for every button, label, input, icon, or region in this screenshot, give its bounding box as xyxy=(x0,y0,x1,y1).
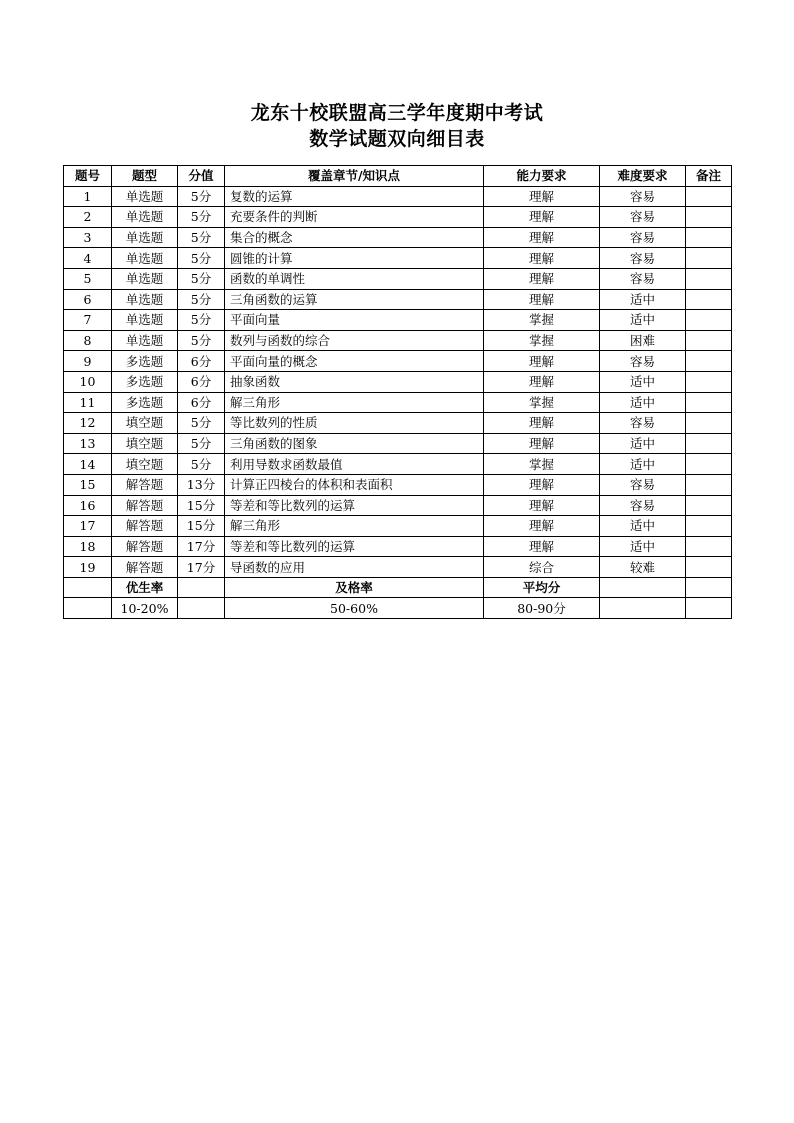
table-row xyxy=(64,392,732,413)
ability-cell: 理解 xyxy=(484,186,600,207)
question-number-cell: 8 xyxy=(64,330,112,351)
question-number-cell: 2 xyxy=(64,207,112,228)
topic-cell: 三角函数的图象 xyxy=(225,433,484,454)
table-row xyxy=(64,248,732,269)
ability-cell: 理解 xyxy=(484,433,600,454)
average-score-label: 平均分 xyxy=(484,577,600,598)
topic-cell: 解三角形 xyxy=(225,516,484,537)
table-body xyxy=(64,186,732,577)
difficulty-cell: 适中 xyxy=(600,371,686,392)
table-row xyxy=(64,495,732,516)
question-number-cell: 11 xyxy=(64,392,112,413)
table-header-row xyxy=(64,166,732,187)
topic-cell: 平面向量的概念 xyxy=(225,351,484,372)
difficulty-cell: 容易 xyxy=(600,474,686,495)
question-type-cell: 单选题 xyxy=(112,310,178,331)
question-number-cell: 15 xyxy=(64,474,112,495)
note-cell xyxy=(686,289,732,310)
note-cell xyxy=(686,454,732,475)
note-cell xyxy=(686,330,732,351)
score-cell: 17分 xyxy=(178,536,225,557)
topic-cell: 等差和等比数列的运算 xyxy=(225,495,484,516)
note-cell xyxy=(686,310,732,331)
summary-value-row xyxy=(64,598,732,619)
topic-cell: 抽象函数 xyxy=(225,371,484,392)
note-cell xyxy=(686,371,732,392)
score-cell: 5分 xyxy=(178,186,225,207)
difficulty-cell: 容易 xyxy=(600,227,686,248)
difficulty-cell: 较难 xyxy=(600,557,686,578)
note-cell xyxy=(686,268,732,289)
question-number-cell: 7 xyxy=(64,310,112,331)
question-number-cell: 1 xyxy=(64,186,112,207)
question-number-cell: 5 xyxy=(64,268,112,289)
difficulty-cell: 困难 xyxy=(600,330,686,351)
topic-cell: 等差和等比数列的运算 xyxy=(225,536,484,557)
question-number-cell: 14 xyxy=(64,454,112,475)
difficulty-cell: 容易 xyxy=(600,413,686,434)
score-cell: 6分 xyxy=(178,371,225,392)
score-cell: 5分 xyxy=(178,330,225,351)
question-type-cell: 多选题 xyxy=(112,392,178,413)
table-row xyxy=(64,433,732,454)
note-cell xyxy=(686,536,732,557)
question-type-cell: 单选题 xyxy=(112,227,178,248)
score-cell: 15分 xyxy=(178,495,225,516)
score-cell: 5分 xyxy=(178,227,225,248)
ability-cell: 理解 xyxy=(484,371,600,392)
ability-cell: 理解 xyxy=(484,268,600,289)
score-cell: 5分 xyxy=(178,289,225,310)
difficulty-cell: 适中 xyxy=(600,310,686,331)
difficulty-cell: 适中 xyxy=(600,454,686,475)
table-row xyxy=(64,330,732,351)
header-cell: 题号 xyxy=(64,166,112,187)
question-number-cell: 6 xyxy=(64,289,112,310)
summary-empty-cell xyxy=(600,577,686,598)
topic-cell: 数列与函数的综合 xyxy=(225,330,484,351)
difficulty-cell: 适中 xyxy=(600,536,686,557)
note-cell xyxy=(686,516,732,537)
score-cell: 5分 xyxy=(178,433,225,454)
question-type-cell: 单选题 xyxy=(112,186,178,207)
question-number-cell: 4 xyxy=(64,248,112,269)
table-row xyxy=(64,536,732,557)
ability-cell: 掌握 xyxy=(484,330,600,351)
question-number-cell: 19 xyxy=(64,557,112,578)
difficulty-cell: 适中 xyxy=(600,392,686,413)
summary-empty-cell xyxy=(64,577,112,598)
excellent-rate-label: 优生率 xyxy=(112,577,178,598)
score-cell: 15分 xyxy=(178,516,225,537)
ability-cell: 理解 xyxy=(484,413,600,434)
ability-cell: 理解 xyxy=(484,516,600,537)
difficulty-cell: 容易 xyxy=(600,207,686,228)
question-type-cell: 多选题 xyxy=(112,351,178,372)
score-cell: 5分 xyxy=(178,413,225,434)
topic-cell: 集合的概念 xyxy=(225,227,484,248)
ability-cell: 理解 xyxy=(484,495,600,516)
table-row xyxy=(64,413,732,434)
topic-cell: 三角函数的运算 xyxy=(225,289,484,310)
score-cell: 5分 xyxy=(178,207,225,228)
summary-empty-cell xyxy=(686,577,732,598)
summary-empty-cell xyxy=(600,598,686,619)
question-type-cell: 填空题 xyxy=(112,413,178,434)
summary-empty-cell xyxy=(178,577,225,598)
note-cell xyxy=(686,248,732,269)
topic-cell: 解三角形 xyxy=(225,392,484,413)
question-number-cell: 18 xyxy=(64,536,112,557)
score-cell: 5分 xyxy=(178,454,225,475)
pass-rate-value: 50-60% xyxy=(225,598,484,619)
topic-cell: 利用导数求函数最值 xyxy=(225,454,484,475)
header-cell: 难度要求 xyxy=(600,166,686,187)
note-cell xyxy=(686,413,732,434)
difficulty-cell: 容易 xyxy=(600,351,686,372)
table-row xyxy=(64,454,732,475)
ability-cell: 掌握 xyxy=(484,454,600,475)
question-type-cell: 解答题 xyxy=(112,536,178,557)
note-cell xyxy=(686,207,732,228)
topic-cell: 充要条件的判断 xyxy=(225,207,484,228)
pass-rate-label: 及格率 xyxy=(225,577,484,598)
topic-cell: 圆锥的计算 xyxy=(225,248,484,269)
table-row xyxy=(64,207,732,228)
question-type-cell: 解答题 xyxy=(112,516,178,537)
note-cell xyxy=(686,351,732,372)
summary-label-row xyxy=(64,577,732,598)
difficulty-cell: 适中 xyxy=(600,516,686,537)
difficulty-cell: 容易 xyxy=(600,186,686,207)
question-number-cell: 3 xyxy=(64,227,112,248)
question-number-cell: 16 xyxy=(64,495,112,516)
difficulty-cell: 适中 xyxy=(600,433,686,454)
table-row xyxy=(64,289,732,310)
summary-empty-cell xyxy=(178,598,225,619)
note-cell xyxy=(686,495,732,516)
ability-cell: 理解 xyxy=(484,536,600,557)
note-cell xyxy=(686,392,732,413)
score-cell: 17分 xyxy=(178,557,225,578)
ability-cell: 理解 xyxy=(484,289,600,310)
ability-cell: 理解 xyxy=(484,248,600,269)
table-row xyxy=(64,227,732,248)
topic-cell: 函数的单调性 xyxy=(225,268,484,289)
topic-cell: 计算正四棱台的体积和表面积 xyxy=(225,474,484,495)
document-title: 龙东十校联盟高三学年度期中考试 xyxy=(250,102,544,124)
excellent-rate-value: 10-20% xyxy=(112,598,178,619)
ability-cell: 理解 xyxy=(484,351,600,372)
topic-cell: 复数的运算 xyxy=(225,186,484,207)
topic-cell: 平面向量 xyxy=(225,310,484,331)
header-cell: 备注 xyxy=(686,166,732,187)
summary-empty-cell xyxy=(686,598,732,619)
difficulty-cell: 适中 xyxy=(600,289,686,310)
table-row xyxy=(64,186,732,207)
score-cell: 5分 xyxy=(178,268,225,289)
difficulty-cell: 容易 xyxy=(600,248,686,269)
table-row xyxy=(64,516,732,537)
table-row xyxy=(64,268,732,289)
question-number-cell: 10 xyxy=(64,371,112,392)
score-cell: 5分 xyxy=(178,248,225,269)
table-row xyxy=(64,310,732,331)
note-cell xyxy=(686,227,732,248)
question-type-cell: 解答题 xyxy=(112,474,178,495)
question-number-cell: 17 xyxy=(64,516,112,537)
question-type-cell: 填空题 xyxy=(112,454,178,475)
note-cell xyxy=(686,474,732,495)
table-row xyxy=(64,474,732,495)
question-type-cell: 解答题 xyxy=(112,495,178,516)
header-cell: 能力要求 xyxy=(484,166,600,187)
ability-cell: 掌握 xyxy=(484,310,600,331)
score-cell: 13分 xyxy=(178,474,225,495)
question-number-cell: 12 xyxy=(64,413,112,434)
question-type-cell: 单选题 xyxy=(112,330,178,351)
ability-cell: 综合 xyxy=(484,557,600,578)
question-type-cell: 填空题 xyxy=(112,433,178,454)
question-type-cell: 解答题 xyxy=(112,557,178,578)
score-cell: 6分 xyxy=(178,392,225,413)
topic-cell: 等比数列的性质 xyxy=(225,413,484,434)
ability-cell: 掌握 xyxy=(484,392,600,413)
ability-cell: 理解 xyxy=(484,207,600,228)
difficulty-cell: 容易 xyxy=(600,495,686,516)
header-cell: 题型 xyxy=(112,166,178,187)
ability-cell: 理解 xyxy=(484,227,600,248)
question-number-cell: 9 xyxy=(64,351,112,372)
ability-cell: 理解 xyxy=(484,474,600,495)
topic-cell: 导函数的应用 xyxy=(225,557,484,578)
table-row xyxy=(64,351,732,372)
summary-empty-cell xyxy=(64,598,112,619)
question-type-cell: 多选题 xyxy=(112,371,178,392)
exam-spec-table xyxy=(63,165,732,619)
header-cell: 覆盖章节/知识点 xyxy=(225,166,484,187)
difficulty-cell: 容易 xyxy=(600,268,686,289)
table-row xyxy=(64,557,732,578)
score-cell: 6分 xyxy=(178,351,225,372)
note-cell xyxy=(686,186,732,207)
question-type-cell: 单选题 xyxy=(112,248,178,269)
note-cell xyxy=(686,433,732,454)
table-row xyxy=(64,371,732,392)
question-type-cell: 单选题 xyxy=(112,207,178,228)
note-cell xyxy=(686,557,732,578)
question-type-cell: 单选题 xyxy=(112,268,178,289)
average-score-value: 80-90分 xyxy=(484,598,600,619)
score-cell: 5分 xyxy=(178,310,225,331)
question-type-cell: 单选题 xyxy=(112,289,178,310)
question-number-cell: 13 xyxy=(64,433,112,454)
header-cell: 分值 xyxy=(178,166,225,187)
document-subtitle: 数学试题双向细目表 xyxy=(309,128,485,150)
